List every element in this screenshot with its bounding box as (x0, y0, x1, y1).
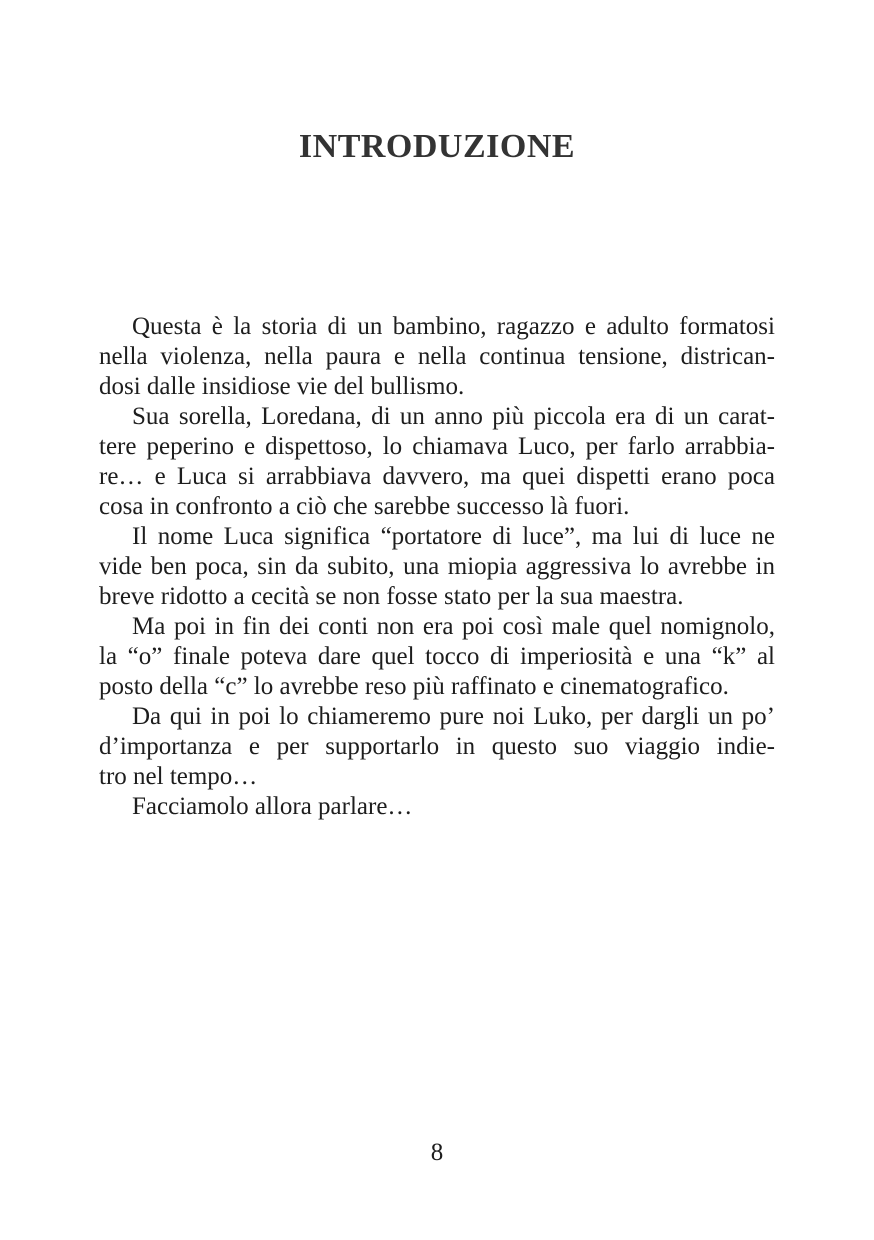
text-line: re… e Luca si arrabbiava davvero, ma quei dispetti erano poca (99, 463, 775, 490)
body-text (99, 312, 775, 822)
text-line: nella violenza, nella paura e nella continua tensione, districan- (99, 343, 775, 370)
text-line: breve ridotto a cecità se non fosse stato per la sua maestra. (99, 583, 684, 610)
text-line: la “o” finale poteva dare quel tocco di imperiosità e una “k” al (99, 643, 775, 670)
text-line: tere peperino e dispettoso, lo chiamava Luco, per farlo arrabbia- (99, 433, 775, 460)
paragraph (99, 402, 775, 522)
text-line: Il nome Luca significa “portatore di luce”, ma lui di luce ne (132, 523, 775, 550)
text-line: Da qui in poi lo chiameremo pure noi Luko, per dargli un po’ (132, 703, 775, 730)
page-title: INTRODUZIONE (298, 128, 576, 165)
page-number: 8 (430, 1139, 444, 1166)
paragraph (99, 702, 775, 792)
text-line: tro nel tempo… (99, 763, 258, 790)
text-line: vide ben poca, sin da subito, una miopia aggressiva lo avrebbe in (99, 553, 775, 580)
text-line: Questa è la storia di un bambino, ragazzo e adulto formatosi (132, 313, 775, 340)
text-line: Ma poi in fin dei conti non era poi così male quel nomignolo, (132, 613, 775, 640)
text-line: dosi dalle insidiose vie del bullismo. (99, 373, 465, 400)
paragraph (99, 792, 775, 822)
paragraph (99, 522, 775, 612)
paragraph (99, 312, 775, 402)
text-line: d’importanza e per supportarlo in questo suo viaggio indie- (99, 733, 775, 760)
text-line: posto della “c” lo avrebbe reso più raffinato e cinematografico. (99, 673, 729, 700)
text-line: Sua sorella, Loredana, di un anno più piccola era di un carat- (132, 403, 775, 430)
paragraph (99, 612, 775, 702)
text-line: Facciamolo allora parlare… (132, 793, 413, 820)
text-line: cosa in confronto a ciò che sarebbe successo là fuori. (99, 493, 630, 520)
